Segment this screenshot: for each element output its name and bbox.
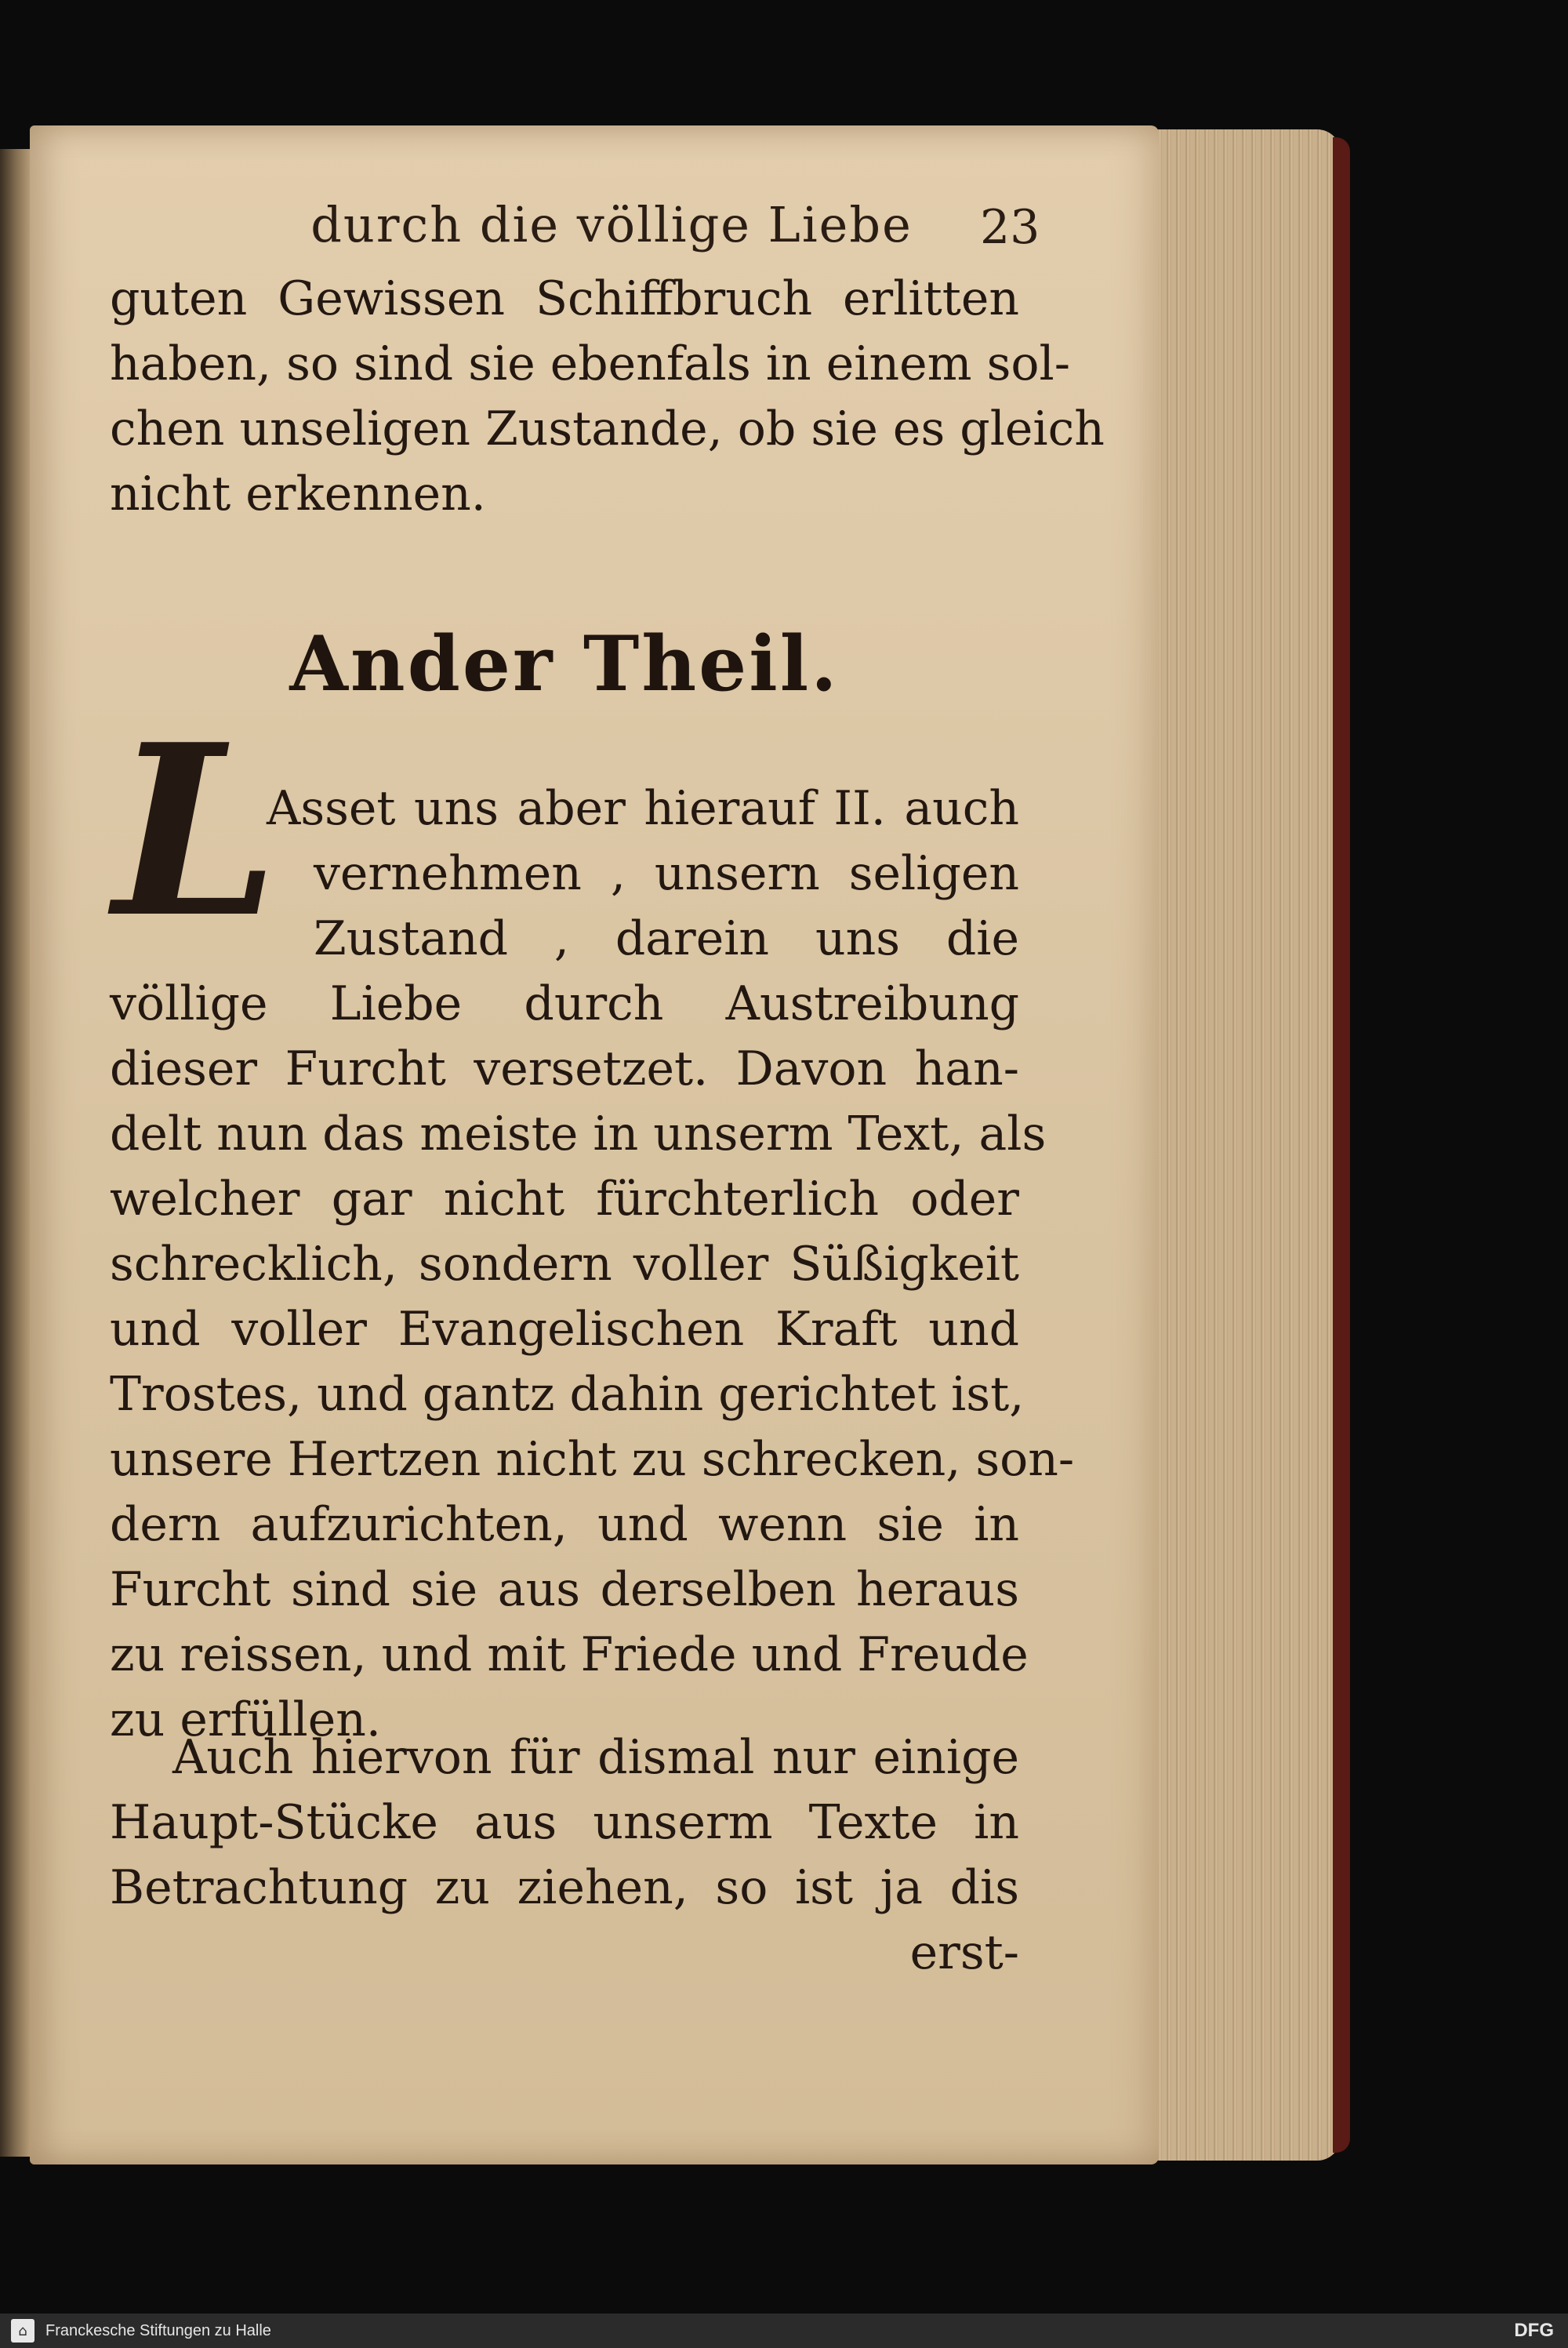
- text-line: Auch hiervon für dismal nur einige: [172, 1730, 1019, 1785]
- second-paragraph: [110, 1725, 1019, 1986]
- text-line: unsere Hertzen nicht zu schrecken, son-: [110, 1432, 1075, 1487]
- institution-logo-icon: ⌂: [11, 2319, 34, 2343]
- viewer-footer-bar: [0, 2313, 1568, 2348]
- text-line: Haupt-Stücke aus unserm Texte in: [110, 1795, 1019, 1850]
- decorated-initial: L: [113, 692, 279, 969]
- text-line: haben, so sind sie ebenfals in einem sol-: [110, 336, 1070, 391]
- text-line: zu reissen, und mit Friede und Freude: [110, 1627, 1029, 1682]
- page-number: 23: [980, 200, 1040, 255]
- book-fore-edge: [1152, 129, 1341, 2161]
- text-line: welcher gar nicht fürchterlich oder: [110, 1172, 1019, 1227]
- text-line: Trostes, und gantz dahin gerichtet ist,: [110, 1367, 1025, 1422]
- text-line: völlige Liebe durch Austreibung: [110, 976, 1019, 1031]
- text-line: schrecklich, sondern voller Süßigkeit: [110, 1237, 1019, 1292]
- running-head: durch die völlige Liebe: [310, 196, 913, 253]
- text-line: delt nun das meiste in unserm Text, als: [110, 1107, 1047, 1161]
- text-line: chen unseligen Zustande, ob sie es gleich: [110, 402, 1105, 456]
- text-line: dieser Furcht versetzet. Davon han-: [110, 1041, 1019, 1096]
- text-line: Betrachtung zu ziehen, so ist ja dis: [110, 1860, 1019, 1915]
- main-paragraph: [110, 776, 1075, 1753]
- text-line: vernehmen , unsern seligen: [314, 846, 1019, 901]
- dfg-logo: DFG: [1514, 2320, 1554, 2341]
- intro-paragraph: [110, 267, 1105, 527]
- text-line: Furcht sind sie aus derselben heraus: [110, 1562, 1019, 1617]
- book-cover-edge: [1333, 137, 1350, 2153]
- text-line: guten Gewissen Schiffbruch erlitten: [110, 271, 1019, 326]
- text-line: nicht erkennen.: [110, 467, 486, 522]
- text-line: zu erfüllen.: [110, 1692, 381, 1747]
- facing-page-edge: [0, 149, 30, 2157]
- catchword: erst-: [909, 1925, 1019, 1980]
- institution-name: Franckesche Stiftungen zu Halle: [45, 2321, 271, 2339]
- text-line: dern aufzurichten, und wenn sie in: [110, 1497, 1019, 1552]
- text-line: und voller Evangelischen Kraft und: [110, 1302, 1019, 1357]
- text-line: Asset uns aber hierauf II. auch: [267, 781, 1019, 836]
- section-heading: Ander Theil.: [289, 620, 840, 708]
- text-line: Zustand , darein uns die: [314, 911, 1019, 966]
